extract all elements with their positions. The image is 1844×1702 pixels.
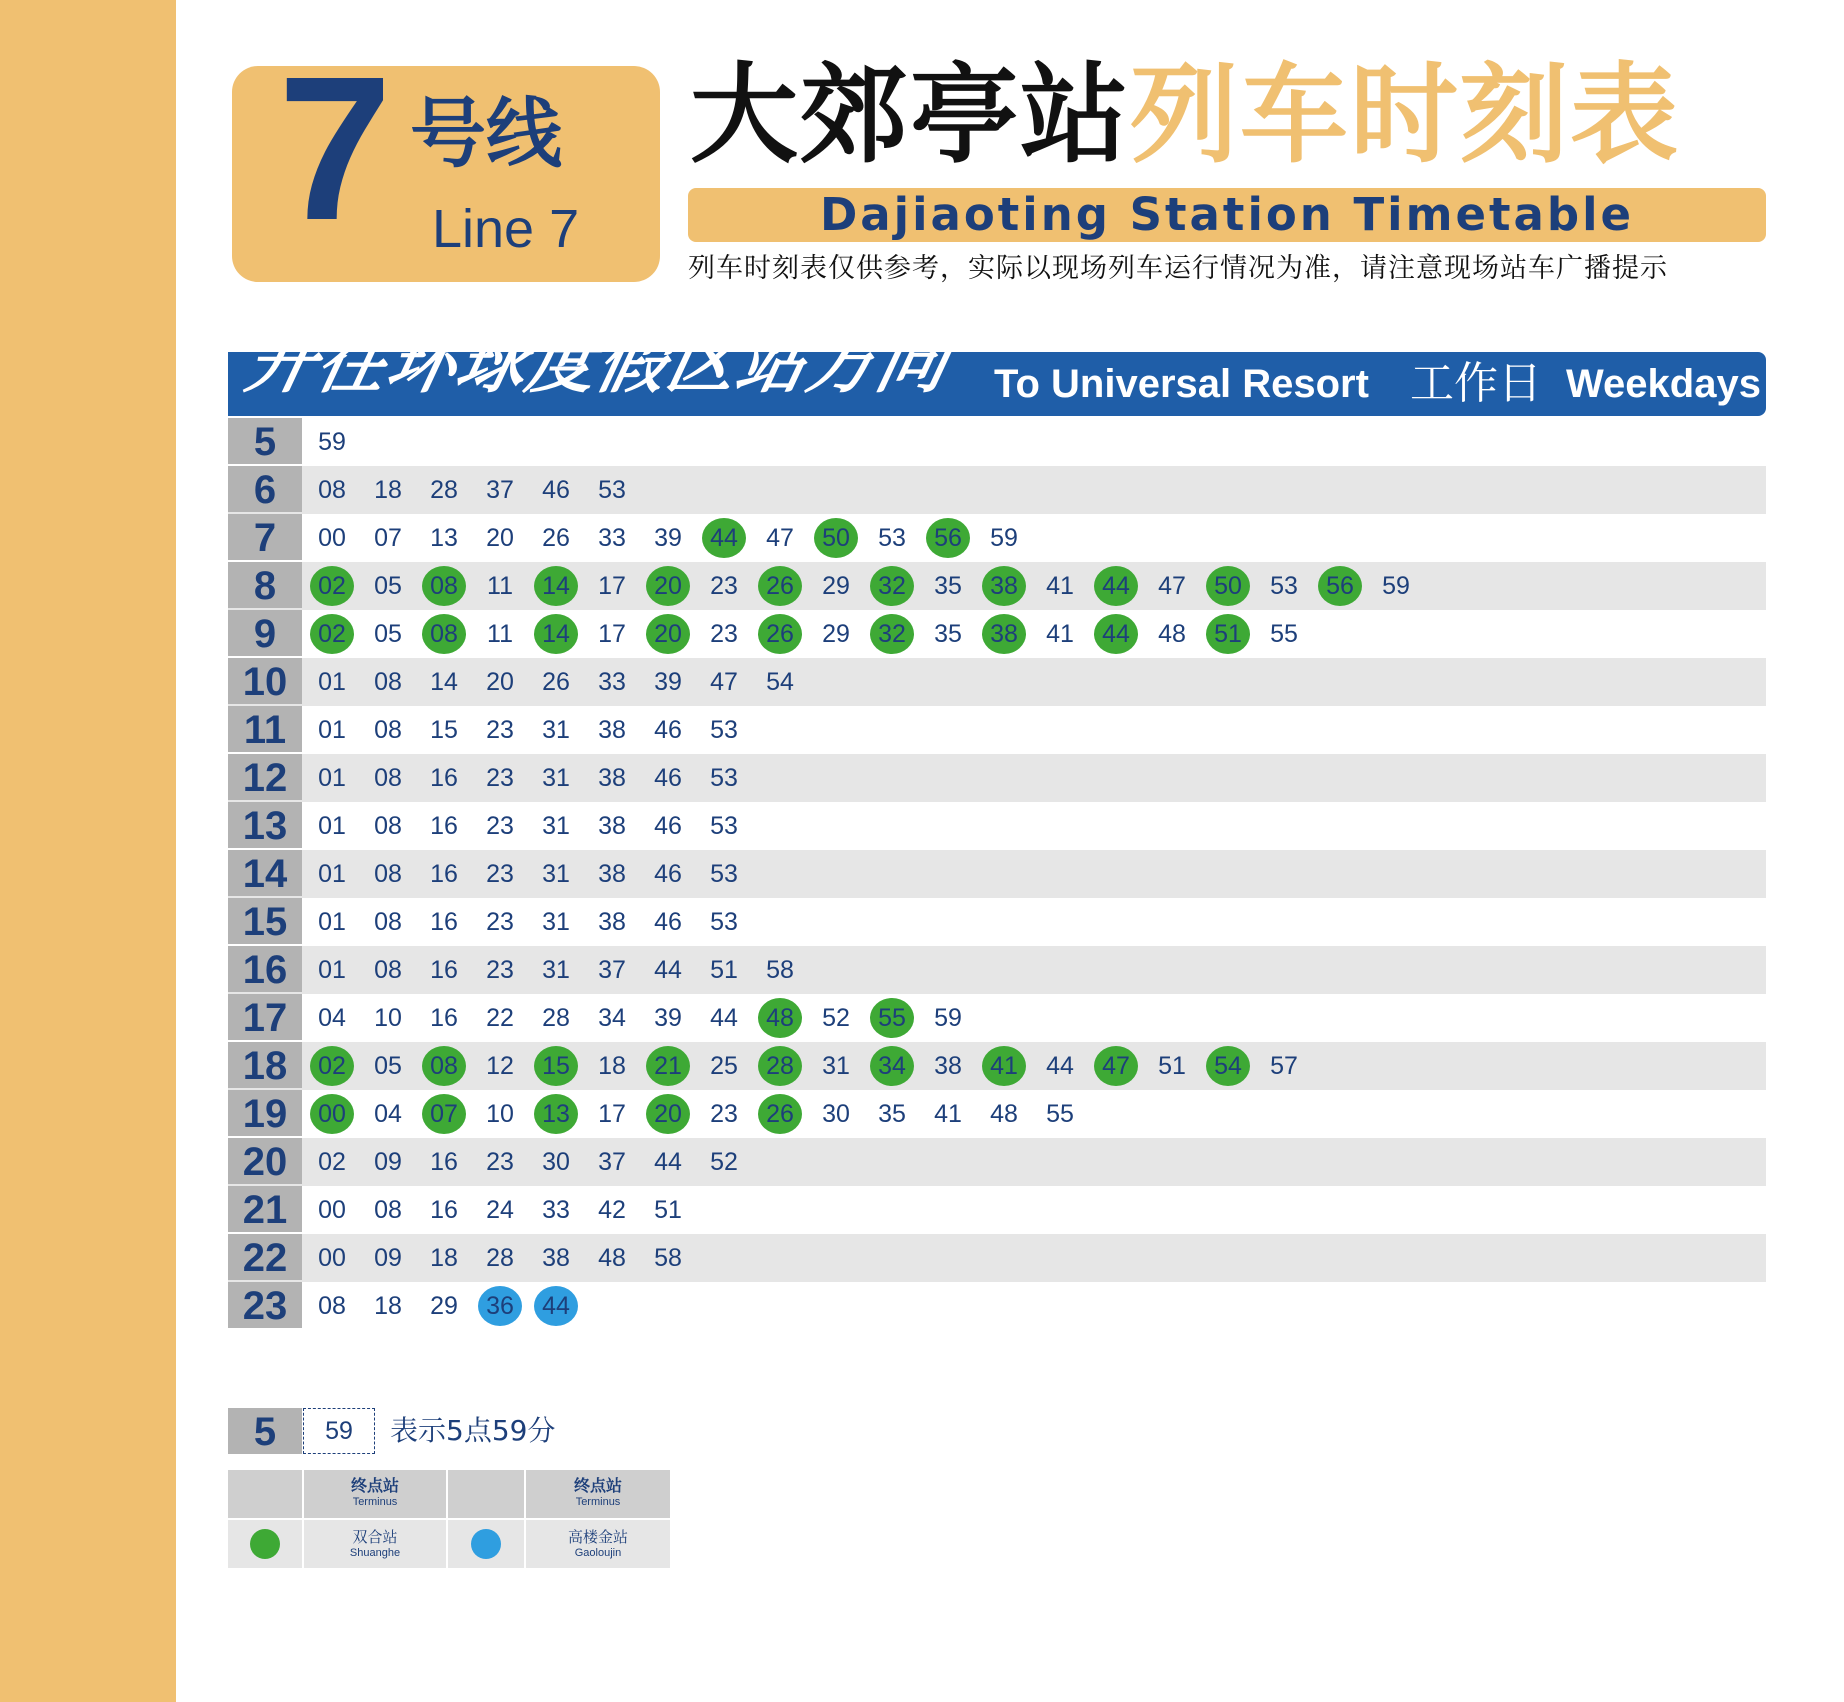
legend-header-cn: 终点站	[573, 1476, 622, 1495]
minute: 08	[374, 908, 402, 936]
minute: 13	[430, 524, 458, 552]
minute: 08	[374, 764, 402, 792]
minute: 46	[654, 764, 682, 792]
line-number: 7	[278, 34, 393, 263]
minute: 16	[430, 1148, 458, 1176]
minute: 38	[598, 812, 626, 840]
minute: 05	[374, 1052, 402, 1080]
hour-label: 23	[228, 1282, 302, 1328]
notice-text: 列车时刻表仅供参考，实际以现场列车运行情况为准，请注意现场站车广播提示	[688, 253, 1668, 284]
minute: 10	[486, 1100, 514, 1128]
minute: 22	[486, 1004, 514, 1032]
minute: 51	[710, 956, 738, 984]
minute-shuanghe: 28	[758, 1046, 802, 1086]
hour-label: 22	[228, 1234, 302, 1280]
minute-shuanghe: 55	[870, 998, 914, 1038]
minute: 23	[710, 1100, 738, 1128]
day-type-en: Weekdays	[1566, 362, 1761, 406]
minute: 37	[598, 1148, 626, 1176]
minute: 51	[654, 1196, 682, 1224]
hour-label: 16	[228, 946, 302, 992]
minute: 41	[1046, 572, 1074, 600]
minute: 16	[430, 764, 458, 792]
minute: 17	[598, 572, 626, 600]
minute: 31	[542, 956, 570, 984]
minute: 53	[710, 812, 738, 840]
minute: 47	[710, 668, 738, 696]
table-row	[228, 946, 1766, 994]
minute: 18	[374, 1292, 402, 1320]
minute: 16	[430, 860, 458, 888]
minute: 58	[654, 1244, 682, 1272]
minute-shuanghe: 44	[702, 518, 746, 558]
hour-label: 8	[228, 562, 302, 608]
minute: 01	[318, 764, 346, 792]
minute-shuanghe: 14	[534, 566, 578, 606]
minute: 55	[1270, 620, 1298, 648]
minute: 08	[318, 1292, 346, 1320]
minute: 08	[374, 668, 402, 696]
hour-label: 17	[228, 994, 302, 1040]
hour-label: 6	[228, 466, 302, 512]
hour-label: 18	[228, 1042, 302, 1088]
minute-gaoloujin: 44	[534, 1286, 578, 1326]
minute-shuanghe: 14	[534, 614, 578, 654]
minute: 29	[430, 1292, 458, 1320]
table-row	[228, 418, 1766, 466]
minute-gaoloujin: 36	[478, 1286, 522, 1326]
minute: 44	[710, 1004, 738, 1032]
table-row	[228, 1138, 1766, 1186]
minute: 09	[374, 1148, 402, 1176]
legend-swatch-cell	[228, 1520, 302, 1568]
legend-header-blank	[448, 1470, 524, 1518]
minute: 12	[486, 1052, 514, 1080]
legend-station-shuanghe	[304, 1520, 446, 1568]
minute: 33	[542, 1196, 570, 1224]
minute-shuanghe: 48	[758, 998, 802, 1038]
table-row	[228, 994, 1766, 1042]
minute: 46	[654, 908, 682, 936]
legend-header-terminus	[526, 1470, 670, 1518]
minute: 20	[486, 668, 514, 696]
minute: 35	[934, 620, 962, 648]
minute: 01	[318, 812, 346, 840]
table-row	[228, 658, 1766, 706]
legend-station-gaoloujin	[526, 1520, 670, 1568]
minute-shuanghe: 20	[646, 1094, 690, 1134]
green-dot-icon	[250, 1529, 280, 1559]
minute-shuanghe: 44	[1094, 614, 1138, 654]
minute: 31	[822, 1052, 850, 1080]
minute: 15	[430, 716, 458, 744]
blue-dot-icon	[471, 1529, 501, 1559]
minute-shuanghe: 02	[310, 566, 354, 606]
minute: 23	[486, 1148, 514, 1176]
minute: 04	[318, 1004, 346, 1032]
minute: 31	[542, 812, 570, 840]
direction-cn: 开往环球度假区站方向	[239, 324, 957, 403]
legend-header-cn: 终点站	[350, 1476, 399, 1495]
minute-shuanghe: 50	[814, 518, 858, 558]
minute-shuanghe: 34	[870, 1046, 914, 1086]
minute: 38	[598, 764, 626, 792]
hour-label: 5	[228, 418, 302, 464]
minute: 53	[710, 716, 738, 744]
minute: 33	[598, 524, 626, 552]
minute: 48	[1158, 620, 1186, 648]
minute: 16	[430, 1196, 458, 1224]
minute-shuanghe: 02	[310, 614, 354, 654]
minute-shuanghe: 47	[1094, 1046, 1138, 1086]
minute: 23	[486, 716, 514, 744]
legend-header-blank	[228, 1470, 302, 1518]
minute: 23	[486, 908, 514, 936]
minute-shuanghe: 13	[534, 1094, 578, 1134]
minute: 37	[486, 476, 514, 504]
minute: 38	[598, 860, 626, 888]
legend-header-terminus	[304, 1470, 446, 1518]
timetable-title-cn: 列车时刻表	[1130, 53, 1681, 178]
table-row	[228, 1042, 1766, 1090]
minute: 28	[542, 1004, 570, 1032]
minute-shuanghe: 00	[310, 1094, 354, 1134]
direction-en: To Universal Resort	[994, 362, 1369, 406]
table-row	[228, 1282, 1766, 1330]
minute: 33	[598, 668, 626, 696]
hour-label: 11	[228, 706, 302, 752]
minute: 08	[318, 476, 346, 504]
minute: 08	[374, 1196, 402, 1224]
minute-shuanghe: 41	[982, 1046, 1026, 1086]
minute-shuanghe: 38	[982, 614, 1026, 654]
minute: 23	[486, 764, 514, 792]
minute: 53	[710, 764, 738, 792]
legend-header-en: Terminus	[575, 1496, 621, 1508]
minute: 46	[654, 860, 682, 888]
minute: 48	[990, 1100, 1018, 1128]
minute: 39	[654, 1004, 682, 1032]
minute: 59	[990, 524, 1018, 552]
minute: 16	[430, 956, 458, 984]
minute: 01	[318, 908, 346, 936]
hour-label: 10	[228, 658, 302, 704]
legend-station-en: Shuanghe	[349, 1547, 401, 1559]
terminus-legend	[228, 1470, 670, 1570]
minute: 35	[934, 572, 962, 600]
table-row	[228, 1090, 1766, 1138]
minute-shuanghe: 20	[646, 566, 690, 606]
minute: 23	[486, 860, 514, 888]
minute: 51	[1158, 1052, 1186, 1080]
hour-label: 7	[228, 514, 302, 560]
minute: 41	[934, 1100, 962, 1128]
minute: 20	[486, 524, 514, 552]
minute: 11	[487, 572, 513, 600]
minute: 18	[598, 1052, 626, 1080]
minute: 39	[654, 524, 682, 552]
minute: 08	[374, 716, 402, 744]
minute-shuanghe: 50	[1206, 566, 1250, 606]
minute: 38	[934, 1052, 962, 1080]
minute: 29	[822, 620, 850, 648]
minute: 01	[318, 668, 346, 696]
minute: 55	[1046, 1100, 1074, 1128]
legend-station-cn: 高楼金站	[567, 1528, 628, 1546]
minute: 00	[318, 524, 346, 552]
minute: 52	[710, 1148, 738, 1176]
minute: 30	[822, 1100, 850, 1128]
minute: 41	[1046, 620, 1074, 648]
minute: 00	[318, 1196, 346, 1224]
table-row	[228, 1234, 1766, 1282]
minute: 08	[374, 956, 402, 984]
minute: 52	[822, 1004, 850, 1032]
minute: 31	[542, 860, 570, 888]
legend-example-text: 表示5点59分	[390, 1414, 556, 1447]
minute-shuanghe: 32	[870, 566, 914, 606]
table-row	[228, 610, 1766, 658]
table-row	[228, 754, 1766, 802]
minute: 38	[598, 908, 626, 936]
minute-shuanghe: 51	[1206, 614, 1250, 654]
minute: 53	[598, 476, 626, 504]
hour-label: 14	[228, 850, 302, 896]
minute: 10	[374, 1004, 402, 1032]
minute: 16	[430, 812, 458, 840]
minute: 30	[542, 1148, 570, 1176]
minute-shuanghe: 02	[310, 1046, 354, 1086]
minute: 53	[1270, 572, 1298, 600]
table-row	[228, 898, 1766, 946]
minute: 47	[1158, 572, 1186, 600]
minute-shuanghe: 44	[1094, 566, 1138, 606]
minute-shuanghe: 21	[646, 1046, 690, 1086]
minute: 00	[318, 1244, 346, 1272]
hour-label: 13	[228, 802, 302, 848]
minute-shuanghe: 54	[1206, 1046, 1250, 1086]
minute: 59	[934, 1004, 962, 1032]
minute: 17	[598, 1100, 626, 1128]
minute-shuanghe: 38	[982, 566, 1026, 606]
minute: 09	[374, 1244, 402, 1272]
table-row	[228, 466, 1766, 514]
minute: 23	[710, 620, 738, 648]
minute-shuanghe: 07	[422, 1094, 466, 1134]
direction-bar	[228, 324, 1766, 416]
station-name-cn: 大郊亭站	[690, 53, 1131, 178]
minute: 31	[542, 908, 570, 936]
minute-shuanghe: 26	[758, 566, 802, 606]
minute: 34	[598, 1004, 626, 1032]
minute: 23	[710, 572, 738, 600]
minute: 17	[598, 620, 626, 648]
legend-header-en: Terminus	[352, 1496, 398, 1508]
table-row	[228, 706, 1766, 754]
minute: 24	[486, 1196, 514, 1224]
minute-shuanghe: 20	[646, 614, 690, 654]
minute: 01	[318, 716, 346, 744]
minute: 14	[430, 668, 458, 696]
minute: 48	[598, 1244, 626, 1272]
minute-shuanghe: 26	[758, 1094, 802, 1134]
table-row	[228, 850, 1766, 898]
minute-shuanghe: 26	[758, 614, 802, 654]
minute: 29	[822, 572, 850, 600]
minute: 05	[374, 572, 402, 600]
minute: 44	[654, 1148, 682, 1176]
hour-label: 20	[228, 1138, 302, 1184]
legend-station-cn: 双合站	[352, 1528, 398, 1546]
line-badge	[232, 34, 660, 282]
hour-label: 15	[228, 898, 302, 944]
minute: 47	[766, 524, 794, 552]
minute: 23	[486, 956, 514, 984]
minute: 53	[710, 860, 738, 888]
minute: 18	[430, 1244, 458, 1272]
minute: 44	[654, 956, 682, 984]
left-decorative-band	[0, 0, 176, 1702]
title-en: Dajiaoting Station Timetable	[688, 188, 1766, 242]
minute: 53	[878, 524, 906, 552]
minute-shuanghe: 08	[422, 566, 466, 606]
legend-example-minute: 59	[303, 1408, 375, 1454]
minute: 37	[598, 956, 626, 984]
minute: 25	[710, 1052, 738, 1080]
hour-label: 19	[228, 1090, 302, 1136]
minute: 59	[1382, 572, 1410, 600]
minute: 59	[318, 428, 346, 456]
minute: 54	[766, 668, 794, 696]
minute: 46	[654, 812, 682, 840]
minute: 28	[486, 1244, 514, 1272]
minute: 16	[430, 1004, 458, 1032]
page-title	[690, 53, 1681, 178]
minute: 05	[374, 620, 402, 648]
minute-shuanghe: 15	[534, 1046, 578, 1086]
minute: 53	[710, 908, 738, 936]
legend-station-en: Gaoloujin	[574, 1547, 622, 1559]
minute: 58	[766, 956, 794, 984]
minute: 42	[598, 1196, 626, 1224]
minute: 39	[654, 668, 682, 696]
minute: 02	[318, 1148, 346, 1176]
minute: 16	[430, 908, 458, 936]
line-label-cn: 号线	[410, 89, 562, 178]
minute: 38	[598, 716, 626, 744]
hour-label: 12	[228, 754, 302, 800]
minute: 57	[1270, 1052, 1298, 1080]
minute: 23	[486, 812, 514, 840]
minute: 31	[542, 716, 570, 744]
legend-example-hour: 5	[228, 1408, 302, 1454]
table-row	[228, 1186, 1766, 1234]
minute-shuanghe: 08	[422, 614, 466, 654]
minute: 08	[374, 860, 402, 888]
table-row	[228, 562, 1766, 610]
timetable	[228, 418, 1766, 1330]
minute: 11	[487, 620, 513, 648]
minute: 28	[430, 476, 458, 504]
minute-shuanghe: 32	[870, 614, 914, 654]
minute-shuanghe: 56	[1318, 566, 1362, 606]
day-type-cn: 工作日	[1410, 358, 1542, 409]
minute: 26	[542, 668, 570, 696]
minute-shuanghe: 56	[926, 518, 970, 558]
minute: 08	[374, 812, 402, 840]
legend-swatch-cell	[448, 1520, 524, 1568]
table-row	[228, 514, 1766, 562]
minute: 46	[654, 716, 682, 744]
minute: 18	[374, 476, 402, 504]
table-row	[228, 802, 1766, 850]
minute: 38	[542, 1244, 570, 1272]
minute: 35	[878, 1100, 906, 1128]
minute: 46	[542, 476, 570, 504]
hour-label: 9	[228, 610, 302, 656]
minute: 01	[318, 956, 346, 984]
minute: 44	[1046, 1052, 1074, 1080]
minute: 04	[374, 1100, 402, 1128]
minute: 01	[318, 860, 346, 888]
line-label-en: Line 7	[432, 199, 580, 259]
minute: 07	[374, 524, 402, 552]
minute: 26	[542, 524, 570, 552]
minute-shuanghe: 08	[422, 1046, 466, 1086]
minute: 31	[542, 764, 570, 792]
hour-label: 21	[228, 1186, 302, 1232]
